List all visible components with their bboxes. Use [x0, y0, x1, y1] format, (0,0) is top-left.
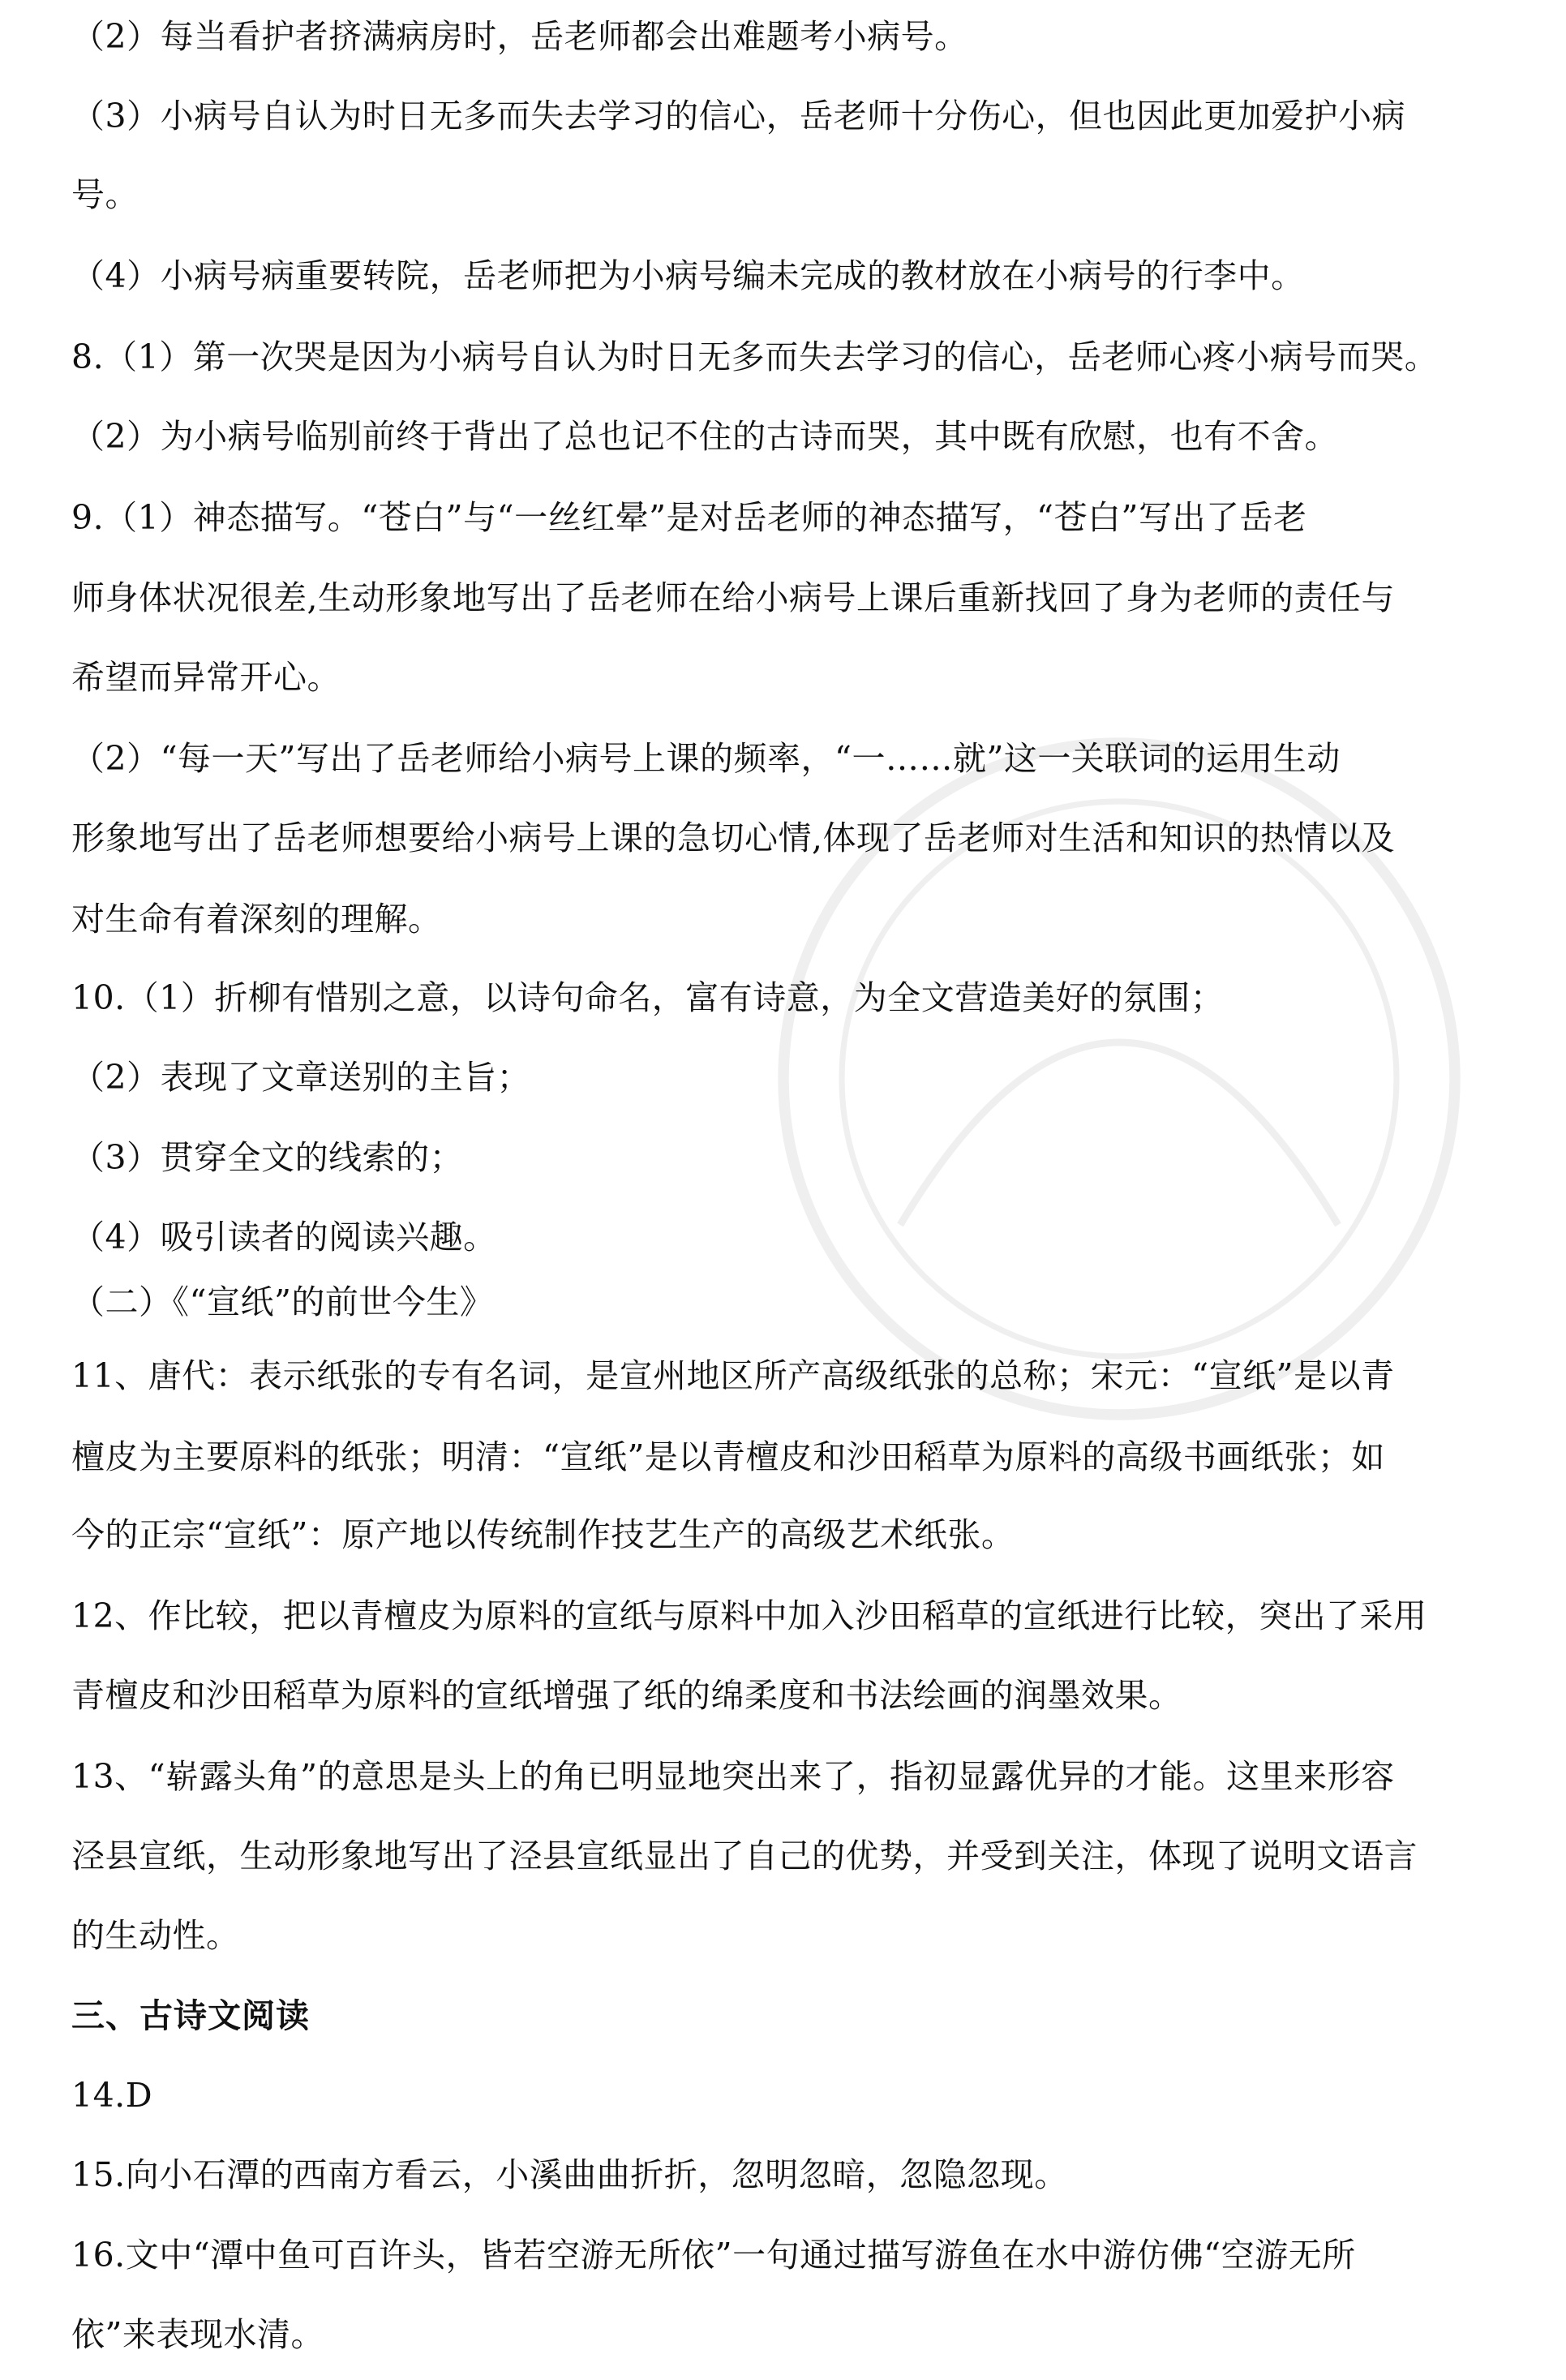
section-heading: 三、古诗文阅读 [71, 1996, 310, 2035]
text-line: 11、唐代：表示纸张的专有名词，是宣州地区所产高级纸张的总称；宋元：“宣纸”是以青 [71, 1356, 1395, 1395]
text-line: 8.（1）第一次哭是因为小病号自认为时日无多而失去学习的信心，岳老师心疼小病号而哭。 [71, 337, 1439, 376]
text-line: 10.（1）折柳有惜别之意，以诗句命名，富有诗意，为全文营造美好的氛围； [71, 978, 1225, 1017]
text-line: 檀皮为主要原料的纸张；明清：“宣纸”是以青檀皮和沙田稻草为原料的高级书画纸张；如 [71, 1437, 1385, 1476]
text-line: （4）吸引读者的阅读兴趣。 [71, 1218, 497, 1257]
text-line: 12、作比较，把以青檀皮为原料的宣纸与原料中加入沙田稻草的宣纸进行比较，突出了采用 [71, 1596, 1427, 1635]
text-line: （2）“每一天”写出了岳老师给小病号上课的频率，“一……就”这一关联词的运用生动 [71, 739, 1341, 778]
text-line: 9.（1）神态描写。“苍白”与“一丝红晕”是对岳老师的神态描写，“苍白”写出了岳老 [71, 498, 1307, 537]
text-line: （2）每当看护者挤满病房时，岳老师都会出难题考小病号。 [71, 17, 968, 56]
text-line: （3）小病号自认为时日无多而失去学习的信心，岳老师十分伤心，但也因此更加爱护小病 [71, 97, 1406, 135]
section-subheading: （二）《“宣纸”的前世今生》 [71, 1282, 494, 1321]
text-line: 16.文中“潭中鱼可百许头，皆若空游无所依”一句通过描写游鱼在水中游仿佛“空游无所 [71, 2236, 1356, 2275]
text-line: 泾县宣纸，生动形象地写出了泾县宣纸显出了自己的优势，并受到关注，体现了说明文语言 [71, 1837, 1418, 1875]
text-line: 的生动性。 [71, 1916, 240, 1955]
text-line: 希望而异常开心。 [71, 658, 341, 697]
text-line: 对生命有着深刻的理解。 [71, 900, 442, 939]
text-line: 青檀皮和沙田稻草为原料的宣纸增强了纸的绵柔度和书法绘画的润墨效果。 [71, 1676, 1182, 1715]
text-line: （3）贯穿全文的线索的； [71, 1138, 464, 1177]
text-line: 依”来表现水清。 [71, 2315, 324, 2354]
text-line: 今的正宗“宣纸”：原产地以传统制作技艺生产的高级艺术纸张。 [71, 1515, 1015, 1554]
text-line: 形象地写出了岳老师想要给小病号上课的急切心情,体现了岳老师对生活和知识的热情以及 [71, 818, 1396, 857]
text-line: （2）为小病号临别前终于背出了总也记不住的古诗而哭，其中既有欣慰，也有不舍。 [71, 417, 1339, 456]
text-line: 14.D [71, 2076, 153, 2115]
text-line: 号。 [71, 175, 139, 214]
text-line: 13、“崭露头角”的意思是头上的角已明显地突出来了，指初显露优异的才能。这里来形容 [71, 1757, 1395, 1796]
text-line: 师身体状况很差,生动形象地写出了岳老师在给小病号上课后重新找回了身为老师的责任与 [71, 578, 1396, 617]
text-line: （2）表现了文章送别的主旨； [71, 1058, 531, 1097]
text-line: 15.向小石潭的西南方看云，小溪曲曲折折，忽明忽暗，忽隐忽现。 [71, 2155, 1068, 2194]
text-line: （4）小病号病重要转院，岳老师把为小病号编未完成的教材放在小病号的行李中。 [71, 256, 1305, 295]
